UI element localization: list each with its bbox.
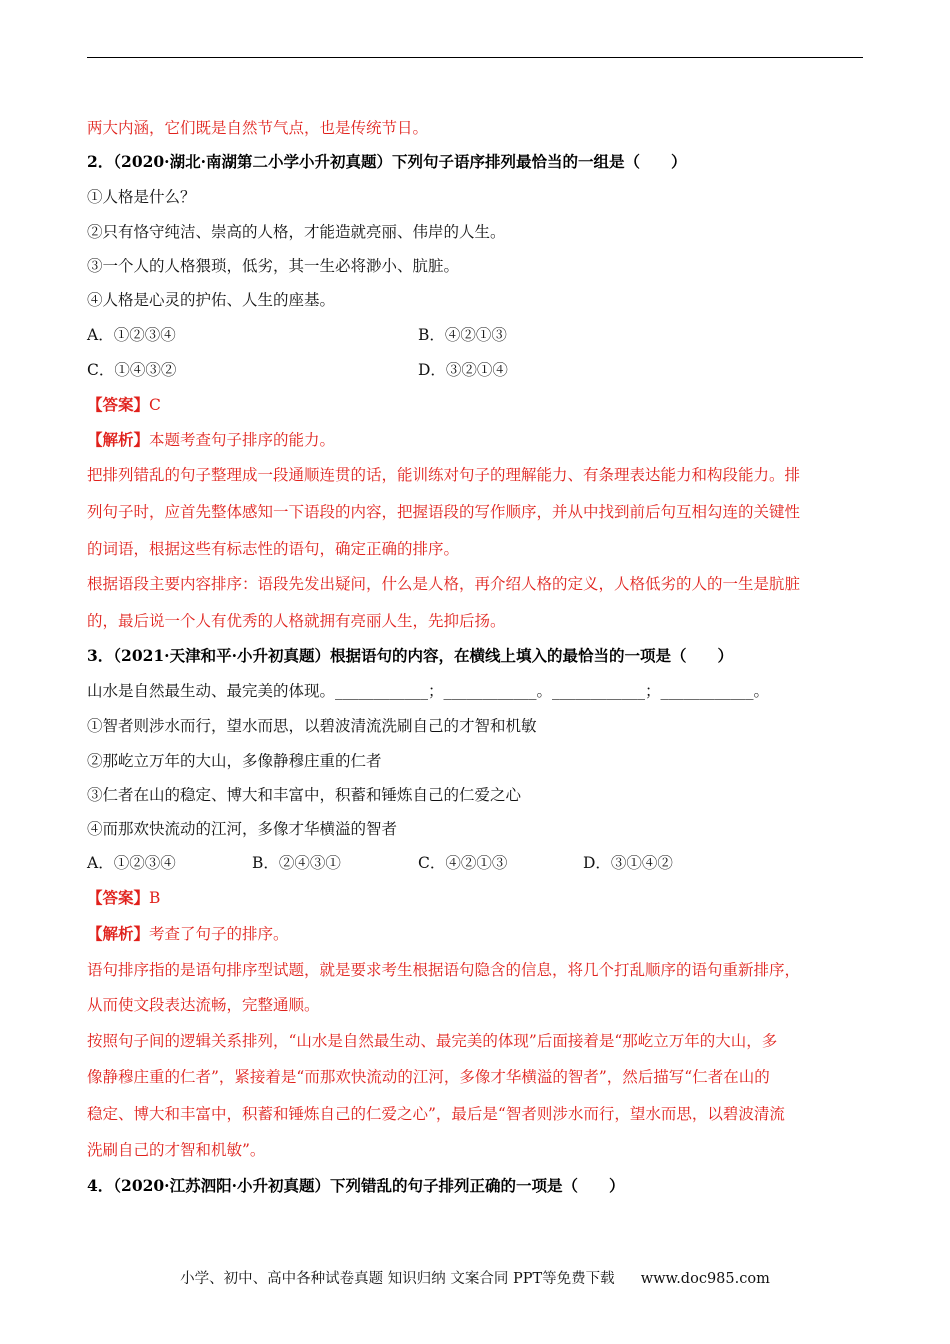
q2-exp-2: 列句子时，应首先整体感知一下语段的内容，把握语段的写作顺序，并从中找到前后句互相勾连的关键性 bbox=[87, 503, 801, 521]
q2-answer bbox=[87, 395, 161, 415]
q3-option-c: C．④②①③ bbox=[418, 854, 508, 872]
q2-analysis bbox=[87, 430, 335, 450]
q2-item-4: ④人格是心灵的护佑、人生的座基。 bbox=[87, 291, 336, 309]
q2-option-c: C．①④③② bbox=[87, 361, 177, 379]
q2-option-d: D．③②①④ bbox=[418, 361, 508, 379]
analysis-tag: 【解析】 bbox=[87, 430, 150, 449]
q2-exp-3: 的词语，根据这些有标志性的语句，确定正确的排序。 bbox=[87, 540, 460, 558]
q3-exp-4: 像静穆庄重的仁者”，紧接着是“而那欢快流动的江河，多像才华横溢的智者”，然后描写“仁者在山的 bbox=[87, 1068, 770, 1086]
answer-value: B bbox=[149, 889, 161, 907]
intro-line: 两大内涵，它们既是自然节气点，也是传统节日。 bbox=[87, 119, 429, 137]
q3-blank-line: 山水是自然最生动、最完美的体现。____________；____________。____________；____________。 bbox=[87, 682, 770, 700]
analysis-text: 本题考查句子排序的能力。 bbox=[149, 431, 336, 449]
q3-exp-3: 按照句子间的逻辑关系排列，“山水是自然最生动、最完美的体现”后面接着是“那屹立万年的大山，多 bbox=[87, 1032, 778, 1050]
q3-option-b: B．②④③① bbox=[252, 854, 341, 872]
q3-item-1: ①智者则涉水而行，望水而思，以碧波清流洗刷自己的才智和机敏 bbox=[87, 717, 537, 735]
q3-analysis bbox=[87, 924, 289, 944]
answer-value: C bbox=[149, 396, 161, 414]
q3-item-4: ④而那欢快流动的江河，多像才华横溢的智者 bbox=[87, 820, 398, 838]
q3-item-2: ②那屹立万年的大山，多像静穆庄重的仁者 bbox=[87, 752, 382, 770]
q3-option-a: A．①②③④ bbox=[87, 854, 176, 872]
answer-tag: 【答案】 bbox=[87, 888, 150, 907]
question-3-stem: 3．（2021·天津和平·小升初真题）根据语句的内容，在横线上填入的最恰当的一项是（ ） bbox=[87, 646, 733, 665]
answer-tag: 【答案】 bbox=[87, 395, 150, 414]
q2-item-3: ③一个人的人格猥琐，低劣，其一生必将渺小、肮脏。 bbox=[87, 257, 460, 275]
q2-item-1: ①人格是什么？ bbox=[87, 188, 196, 206]
question-2-stem: 2．（2020·湖北·南湖第二小学小升初真题）下列句子语序排列最恰当的一组是（ ） bbox=[87, 152, 687, 171]
footer-site: www.doc985.com bbox=[640, 1271, 770, 1287]
q3-answer bbox=[87, 888, 160, 908]
question-4-stem: 4．（2020·江苏泗阳·小升初真题）下列错乱的句子排列正确的一项是（ ） bbox=[87, 1176, 625, 1195]
q3-exp-1: 语句排序指的是语句排序型试题，就是要求考生根据语句隐含的信息，将几个打乱顺序的语句重新排序， bbox=[87, 961, 801, 979]
q3-item-3: ③仁者在山的稳定、博大和丰富中，积蓄和锤炼自己的仁爱之心 bbox=[87, 786, 522, 804]
q3-exp-6: 洗刷自己的才智和机敏”。 bbox=[87, 1141, 266, 1159]
header-rule bbox=[87, 57, 863, 58]
q3-exp-2: 从而使文段表达流畅，完整通顺。 bbox=[87, 996, 320, 1014]
q2-option-a: A．①②③④ bbox=[87, 326, 176, 344]
q3-exp-5: 稳定、博大和丰富中，积蓄和锤炼自己的仁爱之心”，最后是“智者则涉水而行，望水而思，以碧波清流 bbox=[87, 1105, 785, 1123]
footer-text: 小学、初中、高中各种试卷真题 知识归纳 文案合同 PPT等免费下载 bbox=[180, 1271, 615, 1287]
page-footer bbox=[0, 1267, 950, 1288]
analysis-tag: 【解析】 bbox=[87, 924, 150, 943]
analysis-text: 考查了句子的排序。 bbox=[149, 925, 289, 943]
q2-exp-4: 根据语段主要内容排序：语段先发出疑问，什么是人格，再介绍人格的定义，人格低劣的人的一生是肮脏 bbox=[87, 575, 801, 593]
q2-exp-5: 的，最后说一个人有优秀的人格就拥有亮丽人生，先抑后扬。 bbox=[87, 612, 506, 630]
q2-item-2: ②只有恪守纯洁、崇高的人格，才能造就亮丽、伟岸的人生。 bbox=[87, 223, 506, 241]
q2-option-b: B．④②①③ bbox=[418, 326, 507, 344]
q2-exp-1: 把排列错乱的句子整理成一段通顺连贯的话，能训练对句子的理解能力、有条理表达能力和构段能力。排 bbox=[87, 466, 801, 484]
q3-option-d: D．③①④② bbox=[583, 854, 673, 872]
